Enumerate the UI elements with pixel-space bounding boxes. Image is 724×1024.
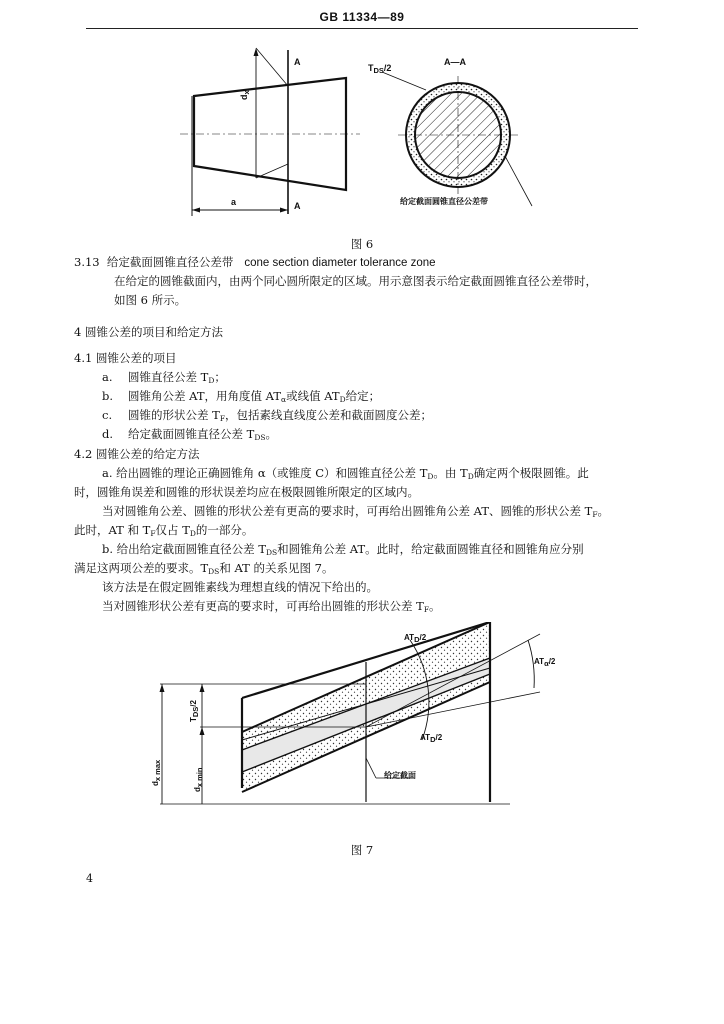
section-mark-a-bottom: A	[294, 201, 301, 211]
section-3-13-body-1: 在给定的圆锥截面内，由两个同心圆所限定的区域。用示意图表示给定截面圆锥直径公差带时，	[114, 274, 597, 288]
method-a-line-3: 当对圆锥角公差、圆锥的形状公差有更高的要求时，可再给出圆锥角公差 AT、圆锥的形状公差 $T_F$。	[102, 504, 610, 519]
given-section-label: 给定截面	[384, 771, 416, 780]
section-4-2-heading: 4.2 圆锥公差的给定方法	[74, 447, 200, 461]
method-a-line-2: 时，圆锥角误差和圆锥的形状误差均应在极限圆锥所限定的区域内。	[74, 485, 419, 499]
method-a-line-1: a. 给出圆锥的理论正确圆锥角 α（或锥度 C）和圆锥直径公差 $T_D$。由 $T_D$确定两个极限圆锥。此	[102, 466, 589, 481]
section-4-1-heading: 4.1 圆锥公差的项目	[74, 351, 177, 365]
atd-bottom-label: ATD/2	[420, 733, 443, 744]
zone-label: 给定截面圆锥直径公差带	[400, 197, 488, 206]
list-item-d: d. 给定截面圆锥直径公差 $T_{DS}$。	[102, 427, 277, 442]
method-b-line-2: 满足这两项公差的要求。$T_{DS}$和 AT 的关系见图 7。	[74, 561, 334, 576]
section-3-13-heading: 3.13 给定截面圆锥直径公差带 cone section diameter tolerance zone	[74, 255, 436, 269]
dx-max-label: dx max	[151, 759, 162, 786]
method-b-line-1: b. 给出给定截面圆锥直径公差 $T_{DS}$和圆锥角公差 AT。此时，给定截面圆锥直径和圆锥角应分别	[102, 542, 584, 557]
section-mark-a-top: A	[294, 57, 301, 67]
list-item-a: a. 圆锥直径公差 $T_D$；	[102, 370, 226, 385]
atd-top-label: ATD/2	[404, 633, 427, 644]
dx-min-label: dx min	[193, 767, 204, 792]
page-number: 4	[86, 872, 93, 885]
tds-half-label: $T_{DS}/2$	[368, 63, 392, 75]
method-b-line-4: 当对圆锥形状公差有更高的要求时，可再给出圆锥的形状公差 $T_F$。	[102, 599, 441, 614]
method-a-line-4: 此时，AT 和 $T_F$仅占 $T_D$的一部分。	[74, 523, 254, 538]
section-4-heading: 4 圆锥公差的项目和给定方法	[74, 325, 223, 339]
ata-right-label: ATα/2	[534, 657, 556, 668]
method-b-line-3: 该方法是在假定圆锥素线为理想直线的情况下给出的。	[102, 580, 378, 594]
figure-7-caption: 图 7	[350, 843, 374, 857]
tds-half-label-fig7: TDS/2	[189, 700, 200, 722]
section-view-title: A—A	[444, 57, 466, 67]
document-code-header: GB 11334—89	[319, 10, 405, 24]
list-item-b: b. 圆锥角公差 AT，用角度值 $AT_\alpha$或线值 $AT_D$给定；	[102, 389, 381, 404]
figure-6-diagram	[160, 38, 560, 228]
figure-7-diagram	[140, 622, 580, 822]
figure-6-caption: 图 6	[350, 237, 374, 251]
list-item-c: c. 圆锥的形状公差 $T_F$，包括素线直线度公差和截面圆度公差；	[102, 408, 433, 423]
header-rule	[86, 28, 638, 29]
dimension-dx-label: $d_x$	[239, 90, 251, 100]
section-3-13-body-2: 如图 6 所示。	[114, 293, 187, 307]
dimension-a-label: a	[231, 197, 237, 207]
